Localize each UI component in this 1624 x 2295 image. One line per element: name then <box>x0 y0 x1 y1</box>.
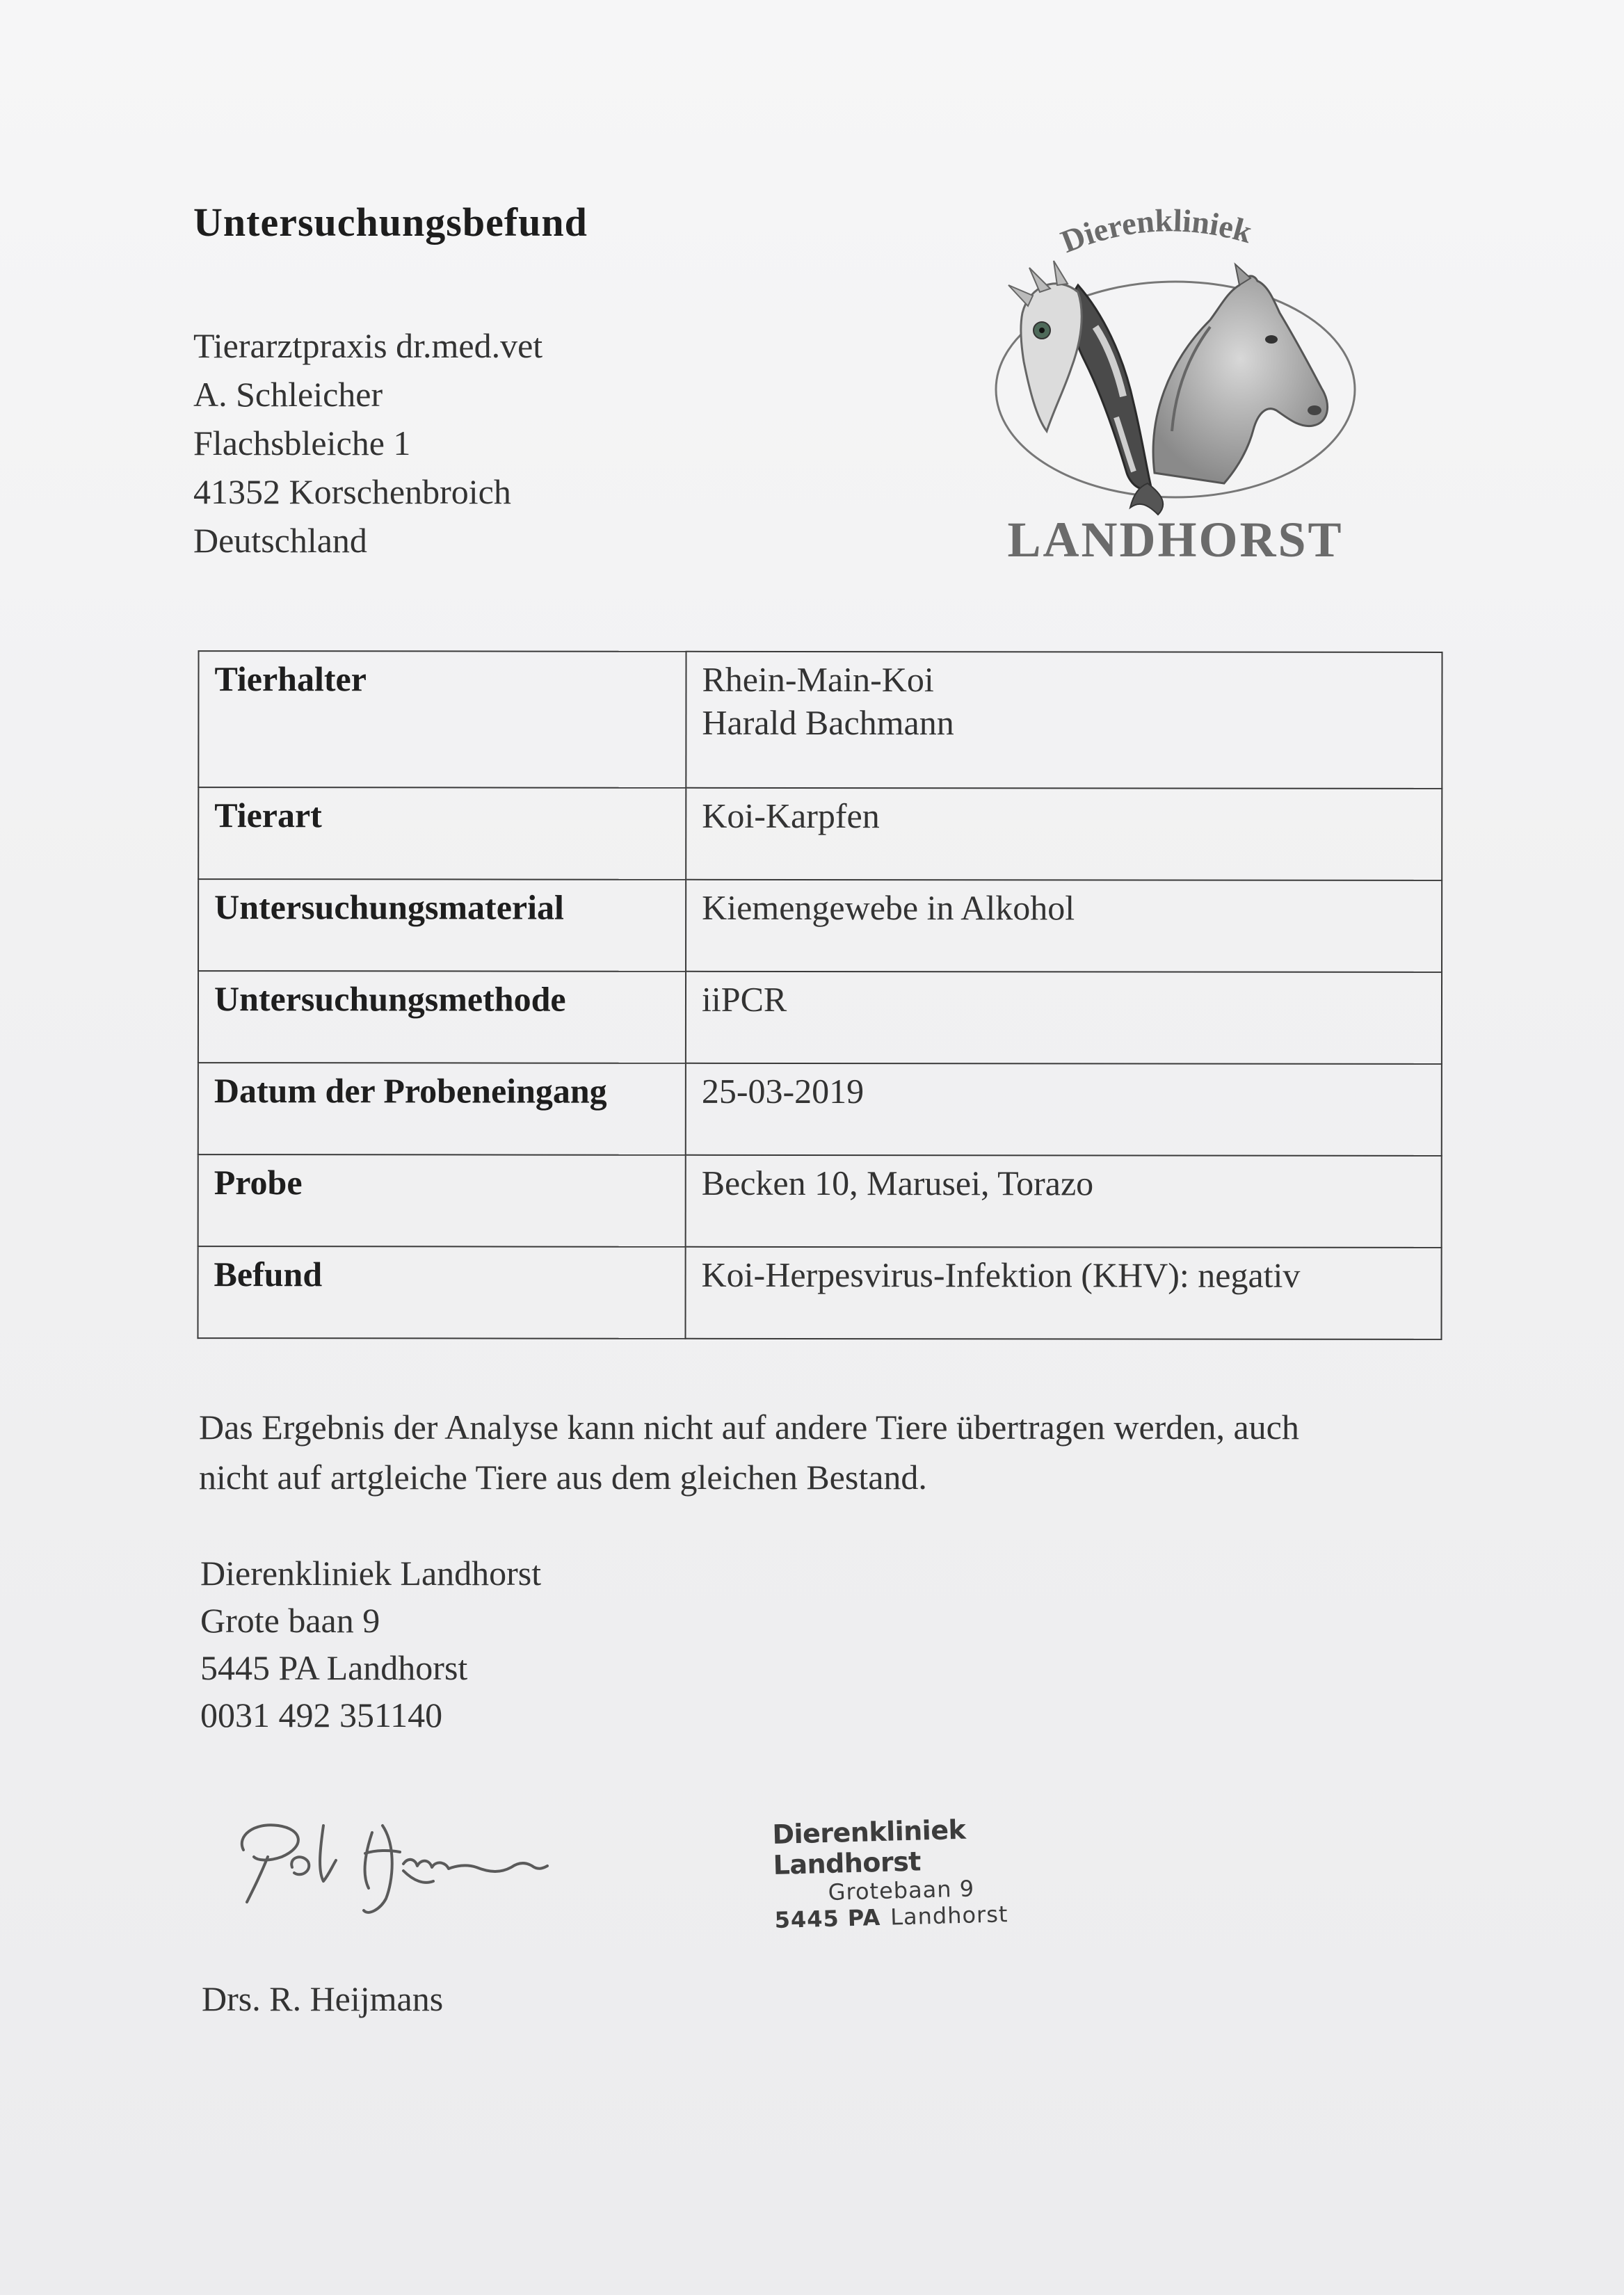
stamp-postcode: 5445 PA <box>774 1904 881 1933</box>
clinic-address-line: 0031 492 351140 <box>200 1696 443 1734</box>
sender-address-line: Tierarztpraxis dr.med.vet <box>193 326 543 365</box>
clinic-address-line: 5445 PA Landhorst <box>200 1648 468 1687</box>
clinic-address-line: Dierenkliniek Landhorst <box>200 1554 542 1593</box>
sender-address <box>193 321 542 565</box>
signature-text: Rob Heijmans <box>226 1784 230 1785</box>
row-value: iiPCR <box>686 972 1442 1064</box>
row-value: Koi-Karpfen <box>686 788 1442 880</box>
row-value-line: Rhein-Main-Koi <box>702 659 934 700</box>
row-value: Koi-Herpesvirus-Infektion (KHV): negativ <box>685 1247 1441 1339</box>
logo-top-text: Dierenkliniek <box>1056 209 1256 260</box>
sender-address-line: Deutschland <box>193 521 367 560</box>
disclaimer-line: nicht auf artgleiche Tiere aus dem gleichen Bestand. <box>199 1458 927 1497</box>
disclaimer-line: Das Ergebnis der Analyse kann nicht auf andere Tiere übertragen werden, auch <box>199 1408 1299 1447</box>
parrot-icon <box>1008 261 1082 431</box>
document-title: Untersuchungsbefund <box>193 200 588 245</box>
clinic-address <box>200 1549 541 1739</box>
row-label: Untersuchungsmaterial <box>198 879 686 972</box>
stamp-line: Dierenkliniek Landhorst <box>771 1814 966 1881</box>
sender-address-line: 41352 Korschenbroich <box>193 472 511 511</box>
stamp-line: Grotebaan 9 <box>828 1875 975 1906</box>
row-label: Datum der Probeneingang <box>198 1063 686 1155</box>
table-row <box>198 787 1442 880</box>
row-label: Befund <box>198 1246 685 1339</box>
findings-table <box>197 650 1442 1340</box>
row-label: Probe <box>198 1154 686 1247</box>
koi-fish-icon <box>1070 285 1163 515</box>
table-row <box>198 1246 1441 1339</box>
clinic-stamp <box>772 1811 1095 1933</box>
row-value <box>686 652 1442 789</box>
logo-bottom-text: LANDHORST <box>1007 512 1344 567</box>
table-row <box>198 1154 1442 1248</box>
stamp-city: Landhorst <box>890 1901 1008 1931</box>
table-row <box>198 971 1442 1064</box>
row-label: Untersuchungsmethode <box>198 971 686 1063</box>
row-value: 25-03-2019 <box>686 1063 1442 1156</box>
table-row <box>198 879 1442 972</box>
handwritten-signature <box>226 1784 713 1923</box>
row-value: Kiemengewebe in Alkohol <box>686 880 1442 972</box>
signer-name: Drs. R. Heijmans <box>202 1979 444 2018</box>
sender-address-line: Flachsbleiche 1 <box>193 424 411 462</box>
horse-icon <box>1153 264 1327 483</box>
row-label: Tierhalter <box>198 651 686 788</box>
table-row <box>198 651 1442 789</box>
row-label: Tierart <box>198 787 686 880</box>
row-value-line: Harald Bachmann <box>702 702 954 743</box>
sender-address-line: A. Schleicher <box>193 375 383 414</box>
clinic-logo <box>981 209 1370 570</box>
table-row <box>198 1063 1442 1156</box>
row-value: Becken 10, Marusei, Torazo <box>686 1155 1442 1248</box>
clinic-address-line: Grote baan 9 <box>200 1601 380 1640</box>
disclaimer-text <box>199 1402 1451 1502</box>
